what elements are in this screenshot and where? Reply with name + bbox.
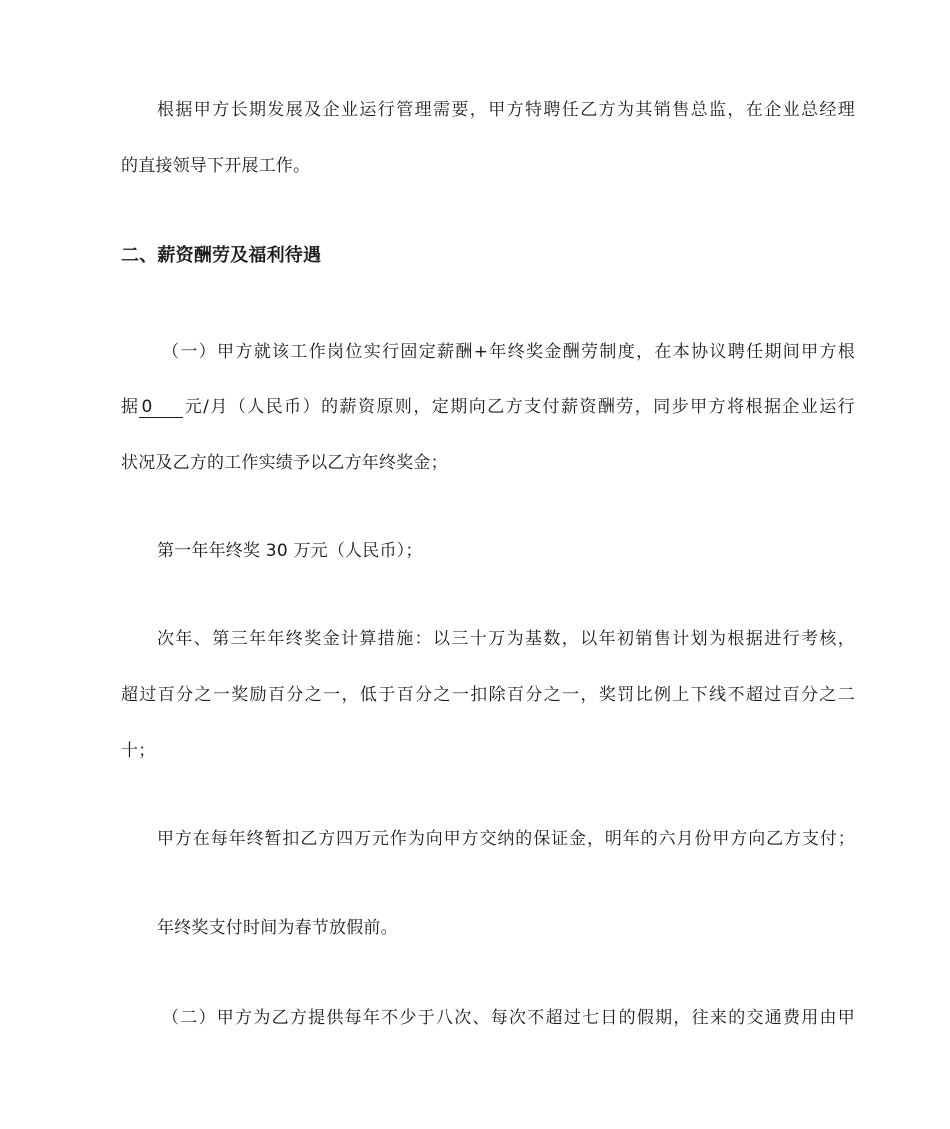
section2-heading: 二、薪资酬劳及福利待遇 — [121, 245, 322, 266]
deposit-text: 甲方在每年终暂扣乙方四万元作为向甲方交纳的保证金，明年的六月份甲方向乙方支付； — [157, 829, 855, 849]
bonus-time-text: 年终奖支付时间为春节放假前。 — [157, 918, 398, 938]
item1-line1: （一）甲方就该工作岗位实行固定薪酬+年终奖金酬劳制度，在本协议聘任期间甲方根 — [162, 342, 855, 362]
item1-line2-prefix: 据 — [121, 397, 140, 417]
para-appoint-line1: 根据甲方长期发展及企业运行管理需要，甲方特聘任乙方为其销售总监，在企业总经理 — [157, 100, 855, 120]
salary-blank: 0 — [139, 397, 183, 418]
bonus-calc-line2: 超过百分之一奖励百分之一，低于百分之一扣除百分之一，奖罚比例上下线不超过百分之二 — [121, 685, 855, 705]
item1-line2-suffix: 元/月（人民币）的薪资原则，定期向乙方支付薪资酬劳，同步甲方将根据企业运行 — [183, 397, 855, 417]
bonus-calc-line3: 十； — [121, 741, 156, 761]
item1-line3: 状况及乙方的工作实绩予以乙方年终奖金； — [121, 453, 448, 473]
item2-line1: （二）甲方为乙方提供每年不少于八次、每次不超过七日的假期，往来的交通费用由甲 — [162, 1008, 855, 1028]
para-appoint-line2: 的直接领导下开展工作。 — [121, 156, 311, 176]
bonus-first-year: 第一年年终奖 30 万元（人民币）； — [157, 541, 423, 561]
bonus-calc-line1: 次年、第三年年终奖金计算措施：以三十万为基数，以年初销售计划为根据进行考核， — [157, 629, 855, 649]
item1-line2 — [121, 395, 855, 419]
